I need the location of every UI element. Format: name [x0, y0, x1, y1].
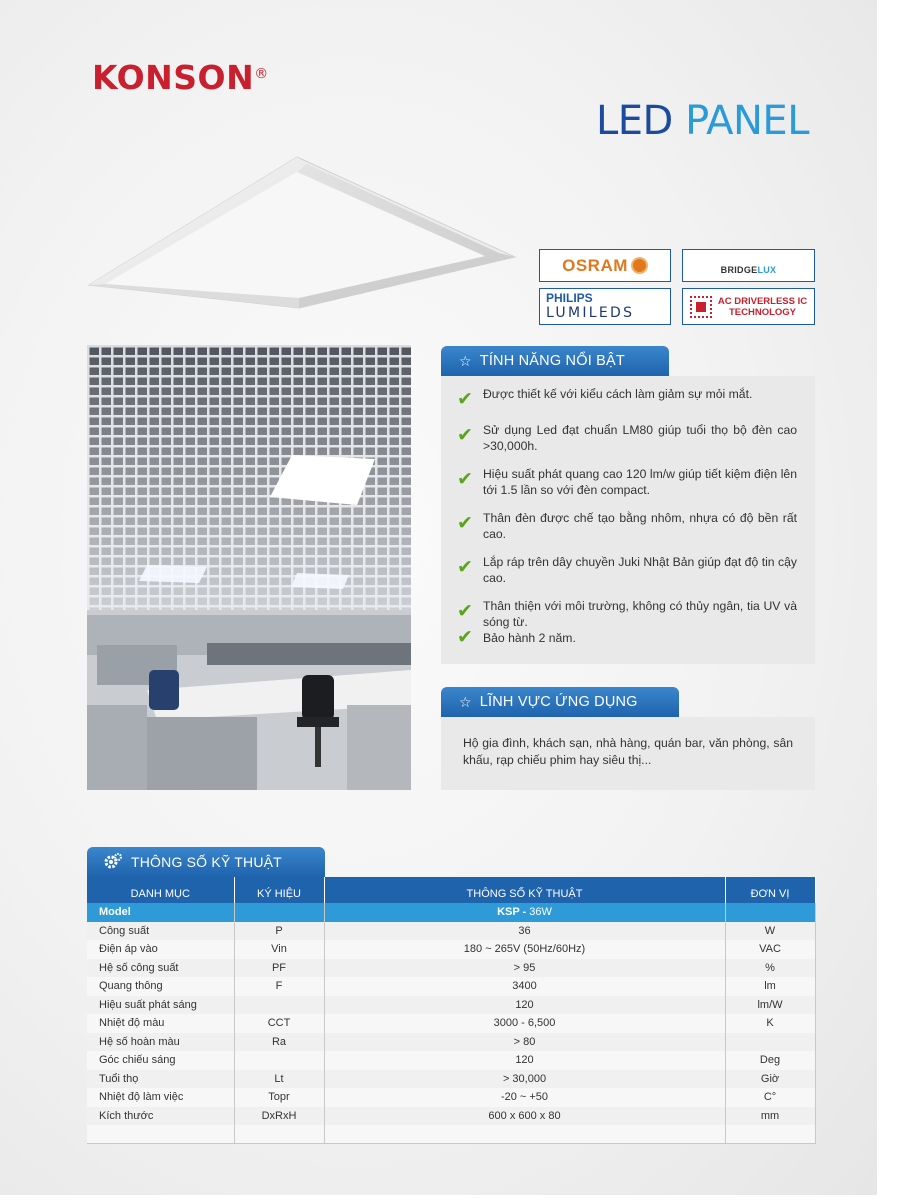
table-row	[87, 940, 815, 959]
feature-item: ✔ Thân đèn được chế tạo bằng nhôm, nhựa có độ bền rất cao.	[457, 511, 797, 541]
ac-driverless-ic-logo: AC DRIVERLESS IC TECHNOLOGY	[682, 288, 815, 325]
applications-tab: ☆ LĨNH VỰC ỨNG DỤNG	[441, 687, 679, 717]
philips-lumileds-logo: PHILIPS LUMILEDS	[539, 288, 671, 325]
led-panel-product-image	[85, 150, 525, 310]
spec-symbol: P	[234, 922, 324, 941]
table-row	[87, 1033, 815, 1052]
spec-value: 600 x 600 x 80	[324, 1107, 725, 1126]
spec-value: 120	[324, 996, 725, 1015]
table-row	[87, 1088, 815, 1107]
spec-symbol: Vin	[234, 940, 324, 959]
applications-text: Hộ gia đình, khách sạn, nhà hàng, quán bar, văn phòng, sân khấu, rạp chiếu phim hay siêu thị...	[463, 736, 793, 767]
spec-category: Hệ số công suất	[87, 959, 234, 978]
spec-unit: K	[725, 1014, 815, 1033]
spec-value: 120	[324, 1051, 725, 1070]
features-panel	[441, 376, 815, 664]
spec-symbol	[234, 996, 324, 1015]
table-row-empty	[87, 1125, 815, 1143]
spec-unit: lm/W	[725, 996, 815, 1015]
features-list	[457, 386, 797, 648]
applications-panel	[441, 717, 815, 790]
bridgelux-logo: BRIDGELUX	[682, 249, 815, 282]
star-icon: ☆	[459, 352, 472, 369]
table-row	[87, 1107, 815, 1126]
checkmark-icon: ✔	[457, 557, 473, 578]
star-icon: ☆	[459, 693, 472, 710]
checkmark-icon: ✔	[457, 601, 473, 622]
table-row	[87, 959, 815, 978]
spec-unit: mm	[725, 1107, 815, 1126]
col-header-unit: ĐƠN VỊ	[725, 877, 815, 903]
spec-category: Điện áp vào	[87, 940, 234, 959]
spec-category: Hiệu suất phát sáng	[87, 996, 234, 1015]
feature-item: ✔ Sử dụng Led đạt chuẩn LM80 giúp tuổi thọ bộ đèn cao >30,000h.	[457, 423, 797, 453]
table-row	[87, 922, 815, 941]
table-row	[87, 1051, 815, 1070]
model-label: Model	[87, 903, 234, 922]
spec-category: Kích thước	[87, 1107, 234, 1126]
spec-value: 36	[324, 922, 725, 941]
spec-unit: Deg	[725, 1051, 815, 1070]
feature-item: ✔ Lắp ráp trên dây chuyền Juki Nhật Bản giúp đạt độ tin cậy cao.	[457, 555, 797, 585]
spec-table	[87, 877, 816, 1144]
spec-unit	[725, 1033, 815, 1052]
spec-value: 3000 - 6,500	[324, 1014, 725, 1033]
page-title	[596, 96, 809, 146]
spec-unit: %	[725, 959, 815, 978]
col-header-category: DANH MỤC	[87, 877, 234, 903]
spec-category: Công suất	[87, 922, 234, 941]
title-word-led: LED	[596, 98, 673, 144]
checkmark-icon: ✔	[457, 513, 473, 534]
spec-value: > 30,000	[324, 1070, 725, 1089]
table-row	[87, 1014, 815, 1033]
checkmark-icon: ✔	[457, 389, 473, 410]
col-header-spec: THÔNG SỐ KỸ THUẬT	[324, 877, 725, 903]
chip-icon	[690, 296, 712, 318]
office-application-photo	[87, 345, 411, 790]
osram-logo: OSRAM	[539, 249, 671, 282]
model-row	[87, 903, 815, 922]
col-header-symbol: KÝ HIỆU	[234, 877, 324, 903]
spec-category: Nhiệt độ làm việc	[87, 1088, 234, 1107]
model-value: KSP - 36W	[324, 903, 725, 922]
spec-category: Góc chiếu sáng	[87, 1051, 234, 1070]
title-word-panel: PANEL	[685, 98, 809, 144]
spec-value: > 95	[324, 959, 725, 978]
spec-unit: W	[725, 922, 815, 941]
table-row	[87, 996, 815, 1015]
spec-unit: Giờ	[725, 1070, 815, 1089]
spec-symbol	[234, 1051, 324, 1070]
spec-category: Tuổi thọ	[87, 1070, 234, 1089]
konson-logo: KONSON®	[92, 58, 269, 97]
spec-unit: C°	[725, 1088, 815, 1107]
checkmark-icon: ✔	[457, 469, 473, 490]
spec-value: > 80	[324, 1033, 725, 1052]
gear-icon	[103, 852, 123, 872]
spec-category: Nhiệt độ màu	[87, 1014, 234, 1033]
spec-unit: VAC	[725, 940, 815, 959]
spec-header-row	[87, 877, 815, 903]
spec-symbol: DxRxH	[234, 1107, 324, 1126]
checkmark-icon: ✔	[457, 425, 473, 446]
spec-symbol: F	[234, 977, 324, 996]
spec-symbol: Ra	[234, 1033, 324, 1052]
table-row	[87, 977, 815, 996]
specs-tab: THÔNG SỐ KỸ THUẬT	[87, 847, 325, 877]
spec-symbol: Topr	[234, 1088, 324, 1107]
spec-symbol: PF	[234, 959, 324, 978]
spec-value: 180 ~ 265V (50Hz/60Hz)	[324, 940, 725, 959]
spec-value: 3400	[324, 977, 725, 996]
spec-symbol: Lt	[234, 1070, 324, 1089]
spec-category: Quang thông	[87, 977, 234, 996]
feature-item: ✔ Thân thiện với môi trường, không có thủy ngân, tia UV và sóng từ.	[457, 599, 797, 629]
spec-symbol: CCT	[234, 1014, 324, 1033]
feature-item: ✔ Được thiết kế với kiểu cách làm giảm sự mỏi mắt.	[457, 387, 753, 410]
checkmark-icon: ✔	[457, 627, 473, 648]
spec-value: -20 ~ +50	[324, 1088, 725, 1107]
spec-unit: lm	[725, 977, 815, 996]
spec-category: Hệ số hoàn màu	[87, 1033, 234, 1052]
feature-item: ✔ Bảo hành 2 năm.	[457, 627, 576, 648]
features-tab: ☆ TÍNH NĂNG NỔI BẬT	[441, 346, 669, 376]
table-row	[87, 1070, 815, 1089]
feature-item: ✔ Hiệu suất phát quang cao 120 lm/w giúp tiết kiệm điện lên tới 1.5 lần so với đèn compact.	[457, 467, 797, 497]
